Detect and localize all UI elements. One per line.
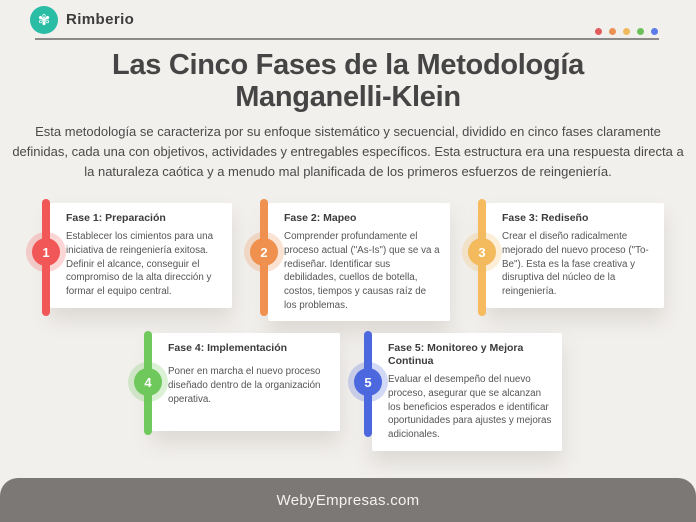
phase-3-number-badge (468, 238, 496, 266)
phase-5-number: 5 (364, 374, 372, 390)
phase-1-description: Establecer los cimientos para una iniciativa de reingeniería exitosa. Definir el alcance, conseguir el compromiso de la alta dirección y formar el equipo central. (66, 231, 214, 297)
header-divider (35, 38, 659, 40)
phase-5-description: Evaluar el desempeño del nuevo proceso, asegurar que se alcanzan los beneficios esperados e identificar oportunidades para ajustes y mejoras adicionales. (388, 374, 552, 441)
phase-5-title: Fase 5: Monitoreo y Mejora Continua (388, 342, 524, 368)
phase-4-number: 4 (144, 374, 152, 390)
page-title-line2: Manganelli-Klein (235, 81, 461, 114)
phase-3-title: Fase 3: Rediseño (502, 212, 589, 224)
phase-3-number: 3 (478, 244, 486, 260)
phase-2-number-badge (250, 238, 278, 266)
phase-3-card (486, 203, 664, 308)
footer-site-name: WebyEmpresas.com (276, 491, 420, 509)
phase-2-number: 2 (260, 244, 268, 260)
dot-amber (623, 28, 630, 35)
decorative-dots (595, 28, 658, 35)
phase-4-card (152, 333, 340, 431)
dot-orange (609, 28, 616, 35)
page-title (0, 49, 696, 114)
phase-5-card (372, 333, 562, 451)
phase-2-title: Fase 2: Mapeo (284, 212, 357, 224)
dot-blue (651, 28, 658, 35)
phase-2-card (268, 203, 450, 321)
brand-name: Rimberio (66, 11, 135, 28)
footer-bar (0, 478, 696, 522)
intro-paragraph: Esta metodología se caracteriza por su enfoque sistemático y secuencial, dividido en cinco fases claramente definidas, cada una con objetivos, actividades y entregables específicos. Esta estructura era una respuesta directa a la naturaleza caótica y a menudo mal planificada de los primeros esfuerzos de reingeniería. (12, 124, 684, 180)
phase-3-description: Crear el diseño radicalmente mejorado del nuevo proceso ("To-Be"). Esta es la fase creativa y disruptiva del núcleo de la reingeniería. (502, 231, 649, 297)
dot-red (595, 28, 602, 35)
phase-4-number-badge (134, 368, 162, 396)
page-title-line1: Las Cinco Fases de la Metodología (112, 49, 584, 81)
phase-1-number: 1 (42, 244, 50, 260)
dot-green (637, 28, 644, 35)
phase-5-number-badge (354, 368, 382, 396)
phase-4-description: Poner en marcha el nuevo proceso diseñado dentro de la organización operativa. (168, 366, 321, 405)
flower-mandala-icon: ✾ (37, 11, 51, 29)
phase-1-card (50, 203, 232, 308)
brand-logo-icon (30, 6, 58, 34)
phase-4-title: Fase 4: Implementación (168, 342, 288, 354)
phase-2-description: Comprender profundamente el proceso actual ("As-Is") que se va a rediseñar. Identificar sus debilidades, cuellos de botella, costos, tiempos y causas raíz de los problemas. (284, 231, 440, 311)
phase-1-number-badge (32, 238, 60, 266)
phase-1-title: Fase 1: Preparación (66, 212, 166, 224)
